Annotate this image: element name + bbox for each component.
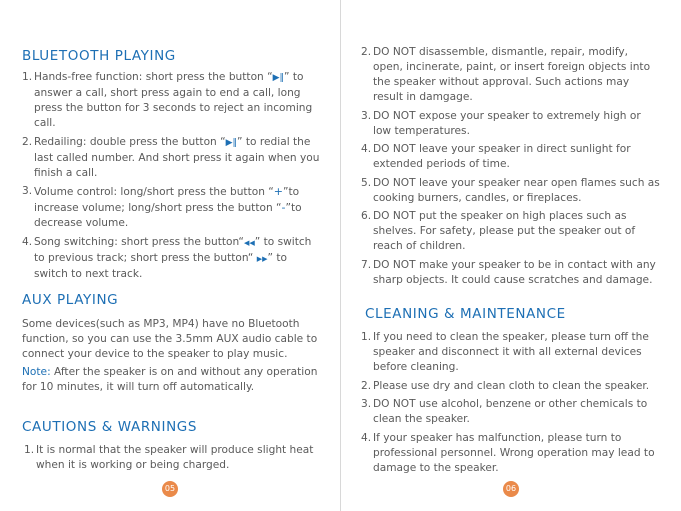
caution-item — [361, 109, 661, 139]
page-number-badge: 05 — [162, 481, 178, 497]
item-text: ” to switch to next track. — [34, 251, 287, 280]
cleaning-item — [361, 379, 661, 394]
item-number: 2. — [361, 379, 372, 392]
bluetooth-playing-heading: BLUETOOTH PLAYING — [22, 48, 176, 64]
item-text: ” to redial the last called number. And short press it again when you finish a call. — [34, 135, 320, 179]
minus-icon: - — [281, 201, 286, 214]
item-text: DO NOT put the speaker on high places such as shelves. For safety, please put the speaker out of reach of children. — [373, 210, 636, 252]
cautions-list — [24, 443, 324, 477]
item-number: 4. — [361, 431, 372, 444]
bluetooth-item-volume — [22, 184, 322, 231]
item-number: 1. — [361, 331, 372, 343]
item-text: DO NOT leave your speaker near open flames such as cooking burners, candles, or fireplaces. — [373, 176, 660, 204]
aux-section — [22, 317, 327, 395]
item-text: Please use dry and clean cloth to clean the speaker. — [373, 379, 650, 392]
aux-description: Some devices(such as MP3, MP4) have no Bluetooth function, so you can use the 3.5mm AUX audio cable to connect your device to the speaker to play music. — [22, 318, 318, 360]
item-number: 2. — [22, 135, 33, 148]
right-page — [341, 0, 681, 511]
item-number: 4. — [361, 143, 372, 155]
bluetooth-item-hands-free — [22, 70, 322, 131]
item-number: 1. — [24, 444, 35, 456]
cleaning-item — [361, 397, 661, 427]
note-label: Note: — [22, 366, 51, 378]
caution-item — [361, 176, 661, 206]
caution-item — [361, 45, 661, 105]
item-text: DO NOT make your speaker to be in contact with any sharp objects. It could cause scratches and damage. — [373, 258, 656, 286]
note-text: After the speaker is on and without any operation for 10 minutes, it will turn off automatically. — [22, 366, 318, 393]
cautions-continued-list — [361, 45, 661, 291]
item-text: ”to increase volume; long/short press the button “ — [34, 186, 300, 214]
item-text: ” to answer a call, short press again to end a call, long press the button for 3 seconds to reject an incoming call. — [34, 71, 313, 129]
bluetooth-list — [22, 70, 322, 285]
item-number: 3. — [22, 185, 33, 197]
item-number: 2. — [361, 46, 372, 58]
play-pause-icon: ▶‖ — [272, 73, 285, 83]
cleaning-item — [361, 330, 661, 375]
cleaning-maintenance-heading: CLEANING & MAINTENANCE — [365, 306, 566, 322]
caution-item — [361, 209, 661, 254]
caution-item — [361, 258, 661, 288]
item-text: DO NOT leave your speaker in direct sunlight for extended periods of time. — [373, 143, 631, 170]
item-text: It is normal that the speaker will produce slight heat when it is working or being charged. — [36, 444, 314, 471]
item-number: 4. — [22, 235, 33, 248]
left-page — [0, 0, 340, 511]
page-number-badge: 06 — [503, 481, 519, 497]
aux-note — [22, 365, 327, 395]
item-number: 7. — [361, 258, 372, 271]
item-text: DO NOT expose your speaker to extremely high or low temperatures. — [373, 109, 641, 137]
caution-item — [361, 142, 661, 172]
item-text: DO NOT use alcohol, benzene or other chemicals to clean the speaker. — [373, 398, 648, 425]
item-number: 6. — [361, 210, 372, 222]
aux-playing-heading: AUX PLAYING — [22, 292, 119, 308]
caution-item — [24, 443, 324, 473]
cautions-warnings-heading: CAUTIONS & WARNINGS — [22, 419, 198, 435]
bluetooth-item-song-switching — [22, 235, 322, 282]
item-text: ” to switch to previous track; short press the button“ — [34, 235, 312, 264]
item-text: ”to decrease volume. — [34, 202, 302, 229]
cleaning-item — [361, 431, 661, 476]
item-text: If you need to clean the speaker, please turn off the speaker and disconnect it with all external devices before cleaning. — [373, 331, 649, 373]
item-text: Hands-free function: short press the button “ — [34, 71, 273, 83]
item-number: 5. — [361, 176, 372, 189]
next-track-icon: ▶▶ — [256, 254, 268, 263]
play-pause-icon: ▶‖ — [225, 137, 238, 148]
cleaning-list — [361, 330, 661, 479]
item-number: 3. — [361, 398, 372, 410]
item-number: 1. — [22, 71, 33, 83]
item-text: DO NOT disassemble, dismantle, repair, modify, open, incinerate, paint, or insert foreign objects into the speaker without approval. Such actions may result in damgage. — [373, 46, 651, 103]
item-number: 3. — [361, 109, 372, 122]
item-text: Volume control: long/short press the button “ — [34, 186, 274, 198]
plus-icon: + — [273, 185, 283, 198]
previous-track-icon: ◀◀ — [243, 238, 255, 247]
bluetooth-item-redialing — [22, 135, 322, 181]
item-text: Song switching: short press the button“ — [34, 235, 244, 248]
item-text: Redailing: double press the button “ — [34, 135, 226, 148]
item-text: If your speaker has malfunction, please turn to professional personnel. Wrong operation may lead to damage to the speaker. — [373, 431, 655, 474]
